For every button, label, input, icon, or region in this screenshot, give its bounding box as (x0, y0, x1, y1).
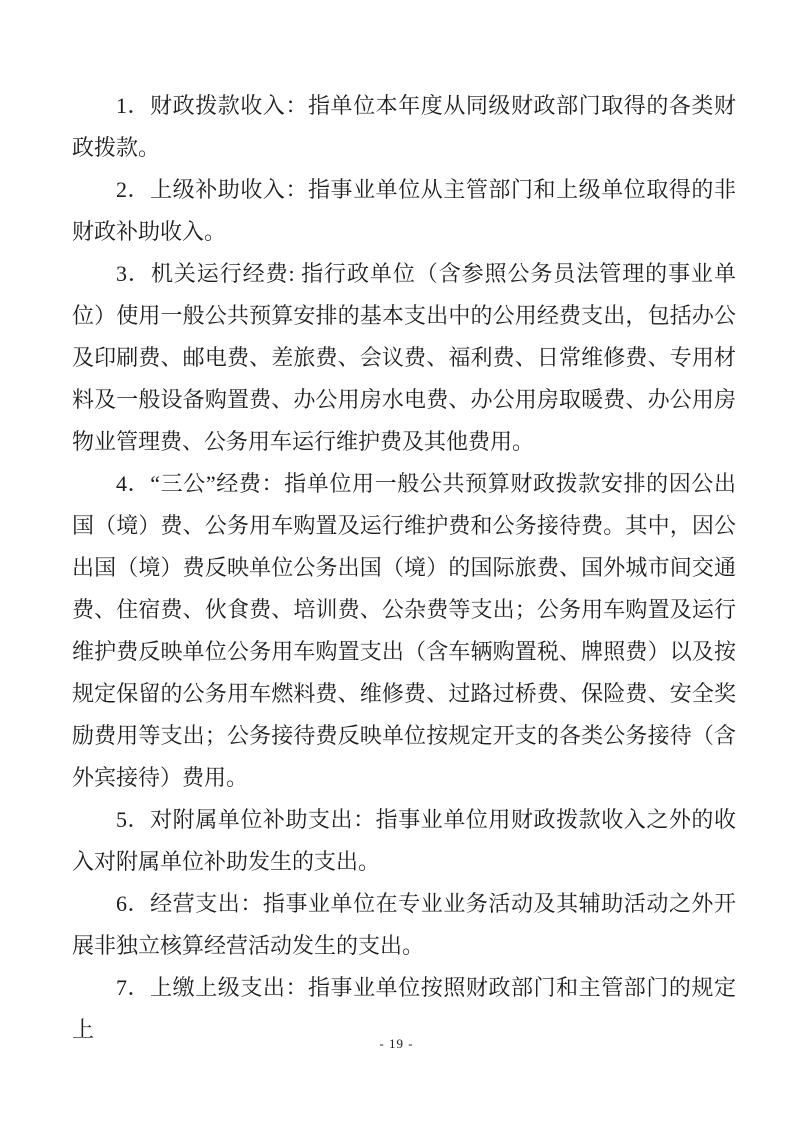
para-subsidy-to-affiliated-units: 5．对附属单位补助支出：指事业单位用财政拨款收入之外的收入对附属单位补助发生的支出。 (72, 807, 736, 874)
para-payment-to-superior: 7．上缴上级支出：指事业单位按照财政部门和主管部门的规定上 (72, 975, 736, 1042)
para-operating-expenditure: 6．经营支出：指事业单位在专业业务活动及其辅助活动之外开展非独立核算经营活动发生的支出。 (72, 891, 736, 958)
para-superior-subsidy-income: 2．上级补助收入：指事业单位从主管部门和上级单位取得的非财政补助收入。 (72, 177, 736, 244)
para-agency-operating-expenses: 3．机关运行经费: 指行政单位（含参照公务员法管理的事业单位）使用一般公共预算安排的基本支出中的公用经费支出，包括办公及印刷费、邮电费、差旅费、会议费、福利费、日常维修费、专用材料及一般设备购置费、办公用房水电费、办公用房取暖费、办公用房物业管理费、公务用车运行维护费及其他费用。 (72, 261, 736, 454)
para-three-public-expenses: 4．“三公”经费：指单位用一般公共预算财政拨款安排的因公出国（境）费、公务用车购置及运行维护费和公务接待费。其中，因公出国（境）费反映单位公务出国（境）的国际旅费、国外城市间交通费、住宿费、伙食费、培训费、公杂费等支出；公务用车购置及运行维护费反映单位公务用车购置支出（含车辆购置税、牌照费）以及按规定保留的公务用车燃料费、维修费、过路过桥费、保险费、安全奖励费用等支出；公务接待费反映单位按规定开支的各类公务接待（含外宾接待）费用。 (72, 471, 736, 790)
para-fiscal-appropriation-income: 1．财政拨款收入：指单位本年度从同级财政部门取得的各类财政拨款。 (72, 93, 736, 160)
document-body (72, 85, 736, 1051)
page-number: - 19 - (379, 1036, 414, 1051)
